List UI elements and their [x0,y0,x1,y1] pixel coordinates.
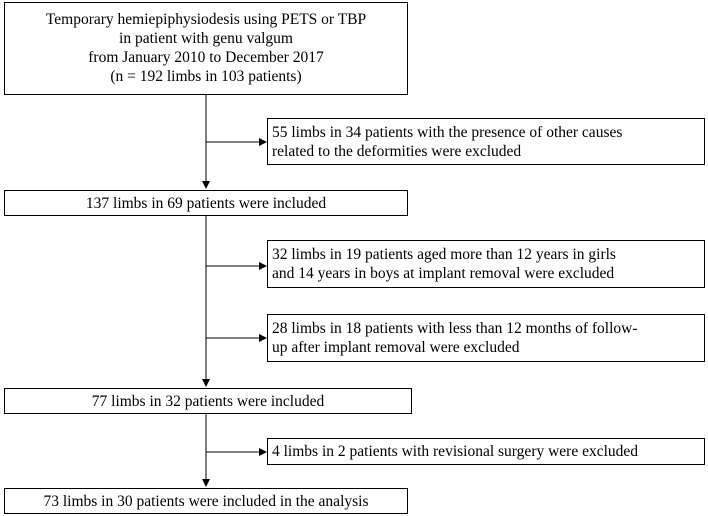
exclusion-box-other-causes [267,118,705,165]
exclusion-3-line-1: 28 limbs in 18 patients with less than 12 months of follow- [272,320,638,337]
included-box-1 [4,190,408,216]
exclusion-2-line-2: and 14 years in boys at implant removal were excluded [272,265,615,282]
exclusion-1-line-1: 55 limbs in 34 patients with the presence of other causes [272,124,623,141]
included-1-text: 137 limbs in 69 patients were included [85,195,327,212]
initial-line-4: (n = 192 limbs in 103 patients) [110,68,302,85]
initial-cohort-box [4,2,408,95]
exclusion-box-follow-up [267,314,705,362]
exclusion-box-revision [267,438,705,465]
final-text: 73 limbs in 30 patients were included in the analysis [43,493,369,510]
initial-line-2: in patient with genu valgum [119,30,293,47]
exclusion-3-line-2: up after implant removal were excluded [272,339,520,356]
initial-line-3: from January 2010 to December 2017 [88,49,324,66]
final-analysis-box [4,488,408,514]
initial-line-1: Temporary hemiepiphysiodesis using PETS or TBP [45,11,367,28]
included-2-text: 77 limbs in 32 patients were included [91,393,325,410]
included-box-2 [4,388,412,414]
exclusion-1-line-2: related to the deformities were excluded [272,143,522,160]
exclusion-2-line-1: 32 limbs in 19 patients aged more than 12 years in girls [272,246,616,263]
exclusion-box-age [267,240,705,288]
exclusion-4-text: 4 limbs in 2 patients with revisional surgery were excluded [272,443,639,460]
